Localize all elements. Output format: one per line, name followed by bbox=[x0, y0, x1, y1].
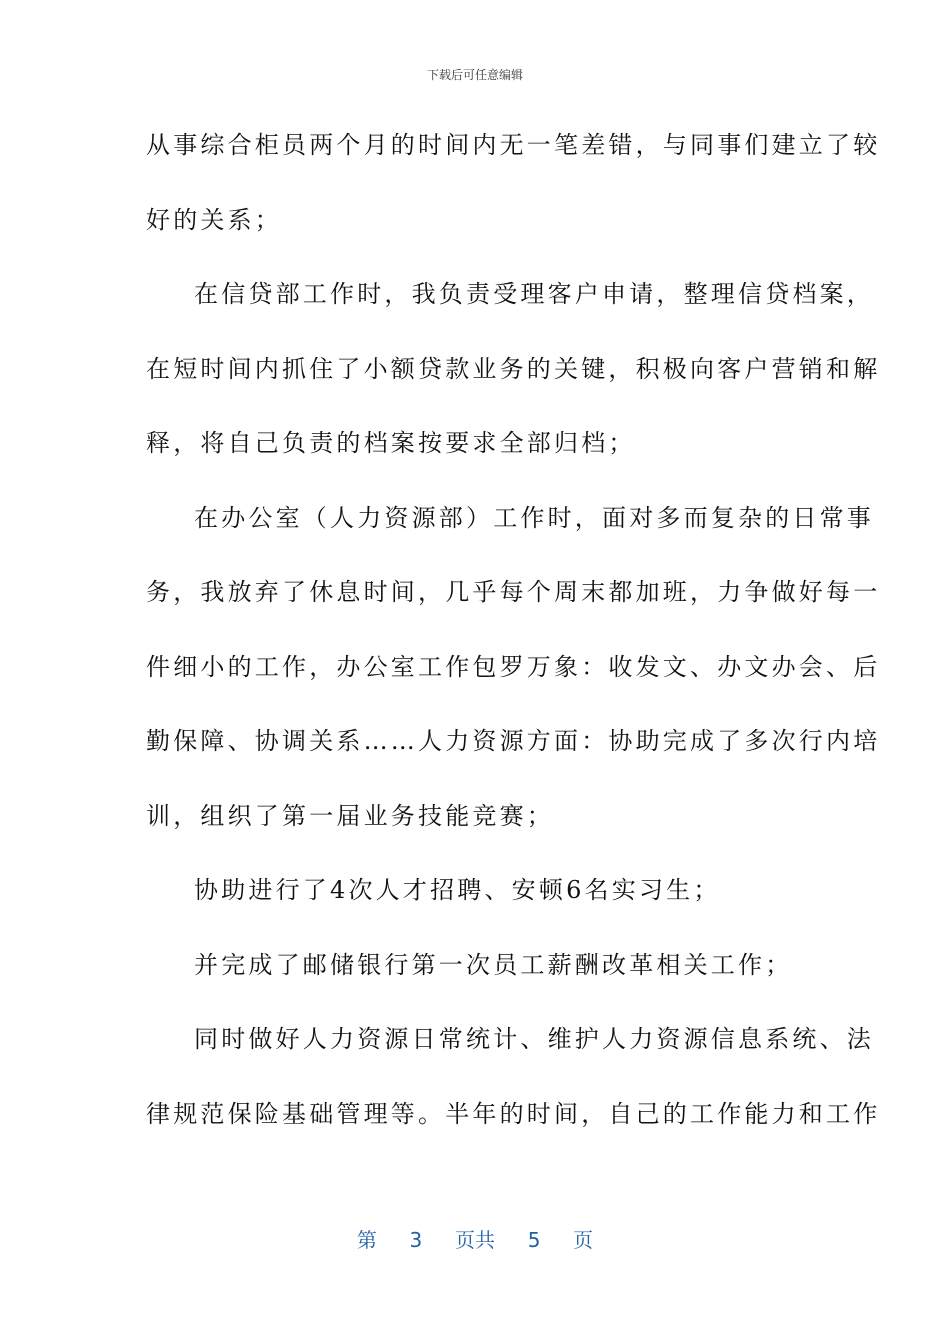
text-line: 释，将自己负责的档案按要求全部归档； bbox=[146, 429, 636, 457]
paragraph-start-line: 在办公室（人力资源部）工作时，面对多而复杂的日常事 bbox=[194, 503, 874, 532]
footer-suffix: 页 bbox=[573, 1228, 594, 1252]
text-line: 从事综合柜员两个月的时间内无一笔差错，与同事们建立了较 bbox=[146, 131, 881, 159]
current-page-number: 3 bbox=[409, 1228, 423, 1252]
footer-middle: 页共 bbox=[455, 1228, 495, 1252]
text-line: 件细小的工作，办公室工作包罗万象：收发文、办文办会、后 bbox=[146, 652, 881, 681]
text-line: 勤保障、协调关系……人力资源方面：协助完成了多次行内培 bbox=[146, 727, 881, 755]
page-footer bbox=[0, 1224, 950, 1253]
paragraph-start-line: 并完成了邮储银行第一次员工薪酬改革相关工作； bbox=[194, 950, 793, 979]
footer-prefix: 第 bbox=[356, 1228, 377, 1252]
total-pages-number: 5 bbox=[527, 1228, 541, 1252]
document-body bbox=[146, 120, 881, 1163]
text-line: 律规范保险基础管理等。半年的时间，自己的工作能力和工作 bbox=[146, 1099, 881, 1128]
paragraph-start-line: 同时做好人力资源日常统计、维护人力资源信息系统、法 bbox=[194, 1025, 874, 1053]
text-line: 务，我放弃了休息时间，几乎每个周末都加班，力争做好每一 bbox=[146, 578, 881, 606]
page-header: 下载后可任意编辑 bbox=[426, 68, 523, 82]
paragraph-start-line: 协助进行了4次人才招聘、安顿6名实习生； bbox=[194, 876, 721, 904]
paragraph-start-line: 在信贷部工作时，我负责受理客户申请，整理信贷档案， bbox=[194, 280, 874, 308]
text-line: 训，组织了第一届业务技能竞赛； bbox=[146, 801, 554, 830]
text-line: 好的关系； bbox=[146, 205, 282, 234]
text-line: 在短时间内抓住了小额贷款业务的关键，积极向客户营销和解 bbox=[146, 354, 881, 383]
